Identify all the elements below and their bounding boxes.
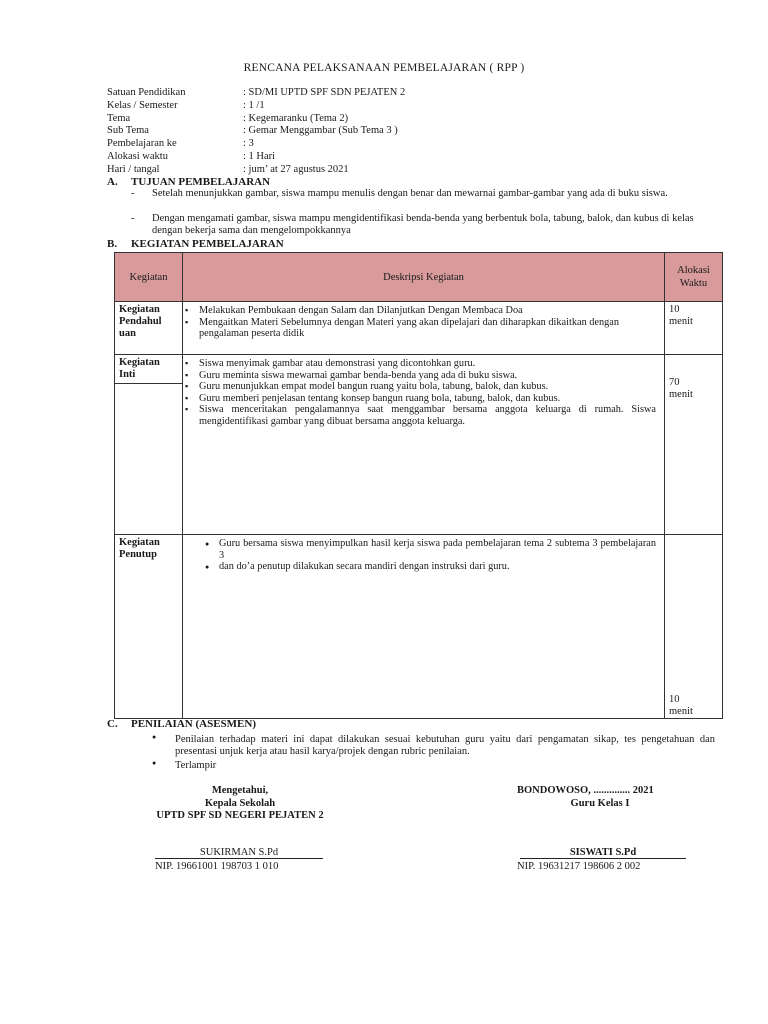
time-value: 70 [669, 377, 680, 388]
sign-left-line1: Mengetahui, [211, 785, 269, 796]
section-title: TUJUAN PEMBELAJARAN [131, 176, 271, 188]
list-item: ▪ Siswa menceritakan pengalamannya saat menggambar bersama anggota keluarga di rumah. Siswa mengidentifikasi gambar yang dibuat bersama anggota keluarga. [183, 404, 656, 427]
identity-value: : Gemar Menggambar (Sub Tema 3 ) [243, 125, 398, 136]
identity-label: Alokasi waktu [107, 151, 168, 162]
section-title: KEGIATAN PEMBELAJARAN [131, 238, 284, 250]
sign-left-name-wrap [155, 847, 323, 859]
sign-left-line3: UPTD SPF SD NEGERI PEJATEN 2 [156, 810, 324, 821]
kegiatan-cell [115, 355, 183, 535]
bullet-dot: ● [152, 759, 157, 767]
identity-label: Pembelajaran ke [107, 138, 177, 149]
section-b-heading [107, 238, 284, 251]
identity-label: Satuan Pendidikan [107, 87, 186, 98]
identity-value: : 3 [243, 138, 254, 149]
document-title: RENCANA PELAKSANAAN PEMBELAJARAN ( RPP ) [243, 62, 525, 74]
time-unit: menit [669, 706, 693, 717]
sign-right-name-wrap [520, 847, 686, 859]
table-row [115, 535, 723, 719]
section-c-heading [107, 718, 256, 731]
identity-value: : 1 /1 [243, 100, 265, 111]
time-value: 10 [669, 304, 680, 315]
objective-item: Setelah menunjukkan gambar, siswa mampu menulis dengan benar dan mewarnai gambar-gambar yang ada di buku siswa. [152, 188, 668, 199]
kegiatan-label: Kegiatan Inti [115, 357, 182, 384]
time-cell [665, 355, 723, 535]
description-cell [183, 535, 665, 719]
description-cell [183, 302, 665, 355]
sign-right-nip: NIP. 19631217 198606 2 002 [517, 861, 641, 872]
kegiatan-cell: Kegiatan Pendahul uan [115, 302, 183, 355]
list-item: ● Guru bersama siswa menyimpulkan hasil kerja siswa pada pembelajaran tema 2 subtema 3 pembelajaran 3 [203, 538, 656, 561]
list-item: ▪ Melakukan Pembukaan dengan Salam dan Dilanjutkan Dengan Membaca Doa [183, 305, 658, 317]
assessment-item: Terlampir [175, 760, 217, 771]
identity-label: Sub Tema [107, 125, 149, 136]
table-header-row [115, 253, 723, 302]
header-kegiatan: Kegiatan [115, 253, 183, 302]
list-item: ▪ Guru meminta siswa mewarnai gambar benda-benda yang ada di buku siswa. [183, 370, 656, 382]
section-title: PENILAIAN (ASESMEN) [131, 718, 256, 730]
list-item: ▪ Mengaitkan Materi Sebelumnya dengan Materi yang akan dipelajari dan diharapkan dikaitkan dengan pengalaman peserta didik [183, 317, 658, 340]
identity-value: : jum’ at 27 agustus 2021 [243, 164, 349, 175]
identity-value: : SD/MI UPTD SPF SDN PEJATEN 2 [243, 87, 406, 98]
table-row [115, 302, 723, 355]
sign-left-nip: NIP. 19661001 198703 1 010 [155, 861, 279, 872]
bullet-dot: ● [152, 733, 157, 741]
table-row [115, 355, 723, 535]
dash-marker: - [131, 213, 135, 224]
sign-right-line2: Guru Kelas I [570, 798, 630, 809]
header-alokasi: Alokasi Waktu [665, 253, 723, 302]
time-cell [665, 535, 723, 719]
list-item: ▪ Siswa menyimak gambar atau demonstrasi yang dicontohkan guru. [183, 358, 656, 370]
header-deskripsi: Deskripsi Kegiatan [183, 253, 665, 302]
sign-right-line1: BONDOWOSO, .............. 2021 [517, 785, 654, 796]
kegiatan-cell: Kegiatan Penutup [115, 535, 183, 719]
activity-table [114, 252, 723, 719]
sign-left-name: SUKIRMAN S.Pd [155, 847, 323, 859]
section-number: B. [107, 238, 118, 250]
identity-label: Kelas / Semester [107, 100, 178, 111]
identity-value: : 1 Hari [243, 151, 276, 162]
sign-left-line2: Kepala Sekolah [204, 798, 276, 809]
list-item: ▪ Guru memberi penjelasan tentang konsep bangun ruang bola, tabung, balok, dan kubus. [183, 393, 656, 405]
objective-item: Dengan mengamati gambar, siswa mampu mengidentifikasi benda-benda yang berbentuk bola, tabung, balok, dan kubus di kelas dengan bekerja sama dan mengelompokkannya [152, 213, 694, 236]
time-value: 10 [669, 694, 680, 705]
section-number: A. [107, 176, 118, 188]
time-unit: menit [669, 389, 693, 400]
identity-label: Tema [107, 113, 131, 124]
time-cell [665, 302, 723, 355]
list-item: ● dan do’a penutup dilakukan secara mandiri dengan instruksi dari guru. [203, 561, 656, 573]
time-unit: menit [669, 316, 693, 327]
list-item: ▪ Guru menunjukkan empat model bangun ruang yaitu bola, tabung, balok, dan kubus. [183, 381, 656, 393]
assessment-item: Penilaian terhadap materi ini dapat dilakukan sesuai kebutuhan guru yaitu dari pengamatan sikap, tes pengetahuan dan presentasi unjuk kerja atau hasil karya/projek dengan rubric penilaian. [175, 734, 715, 757]
dash-marker: - [131, 188, 135, 199]
identity-label: Hari / tangal [107, 164, 160, 175]
section-number: C. [107, 718, 118, 730]
identity-value: : Kegemaranku (Tema 2) [243, 113, 349, 124]
sign-right-name: SISWATI S.Pd [520, 847, 686, 859]
description-cell [183, 355, 665, 535]
